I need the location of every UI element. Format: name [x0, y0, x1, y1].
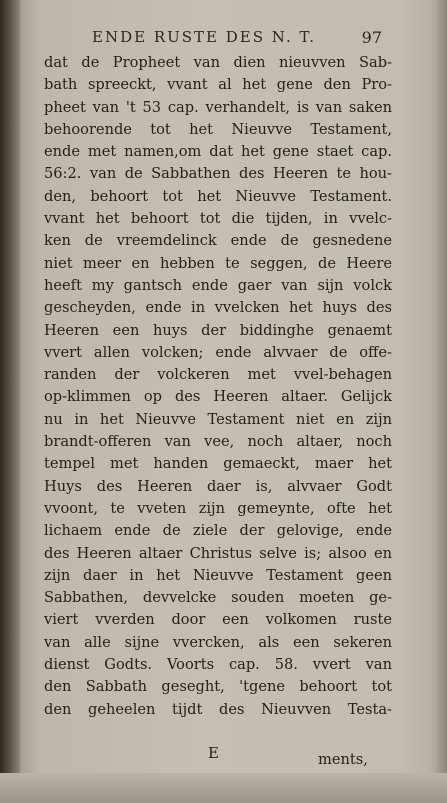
text-line: 56:2. van de Sabbathen des Heeren te hou-: [44, 165, 392, 183]
text-line: vvert allen volcken; ende alvvaer de offe-: [44, 343, 392, 361]
text-line: heeft my gantsch ende gaer van sijn volck: [44, 276, 392, 294]
text-line: zijn daer in het Nieuvve Testament geen: [44, 566, 392, 584]
text-line: Huys des Heeren daer is, alvvaer Godt: [44, 477, 392, 495]
text-line: vvant het behoort tot die tijden, in vvelc-: [44, 210, 392, 228]
text-line: des Heeren altaer Christus selve is; alsoo en: [44, 544, 392, 562]
text-line: ende met namen,om dat het gene staet cap.: [44, 143, 392, 161]
text-line: gescheyden, ende in vvelcken het huys des: [44, 299, 392, 317]
page-right-edge: [433, 0, 447, 803]
signature-mark: E: [208, 744, 219, 762]
text-line: brandt-offeren van vee, noch altaer, noch: [44, 433, 392, 451]
text-line: behoorende tot het Nieuvve Testament,: [44, 120, 392, 138]
text-line: nu in het Nieuvve Testament niet en zijn: [44, 410, 392, 428]
running-head: [92, 28, 382, 46]
text-line: pheet van 't 53 cap. verhandelt, is van saken: [44, 98, 392, 116]
text-line: den geheelen tijdt des Nieuvven Testa-: [44, 700, 392, 718]
text-line: bath spreeckt, vvant al het gene den Pro-: [44, 76, 392, 94]
text-line: tempel met handen gemaeckt, maer het: [44, 455, 392, 473]
catchword: ments,: [318, 751, 368, 768]
text-line: Sabbathen, devvelcke souden moeten ge-: [44, 589, 392, 607]
text-line: van alle sijne vvercken, als een sekeren: [44, 633, 392, 651]
body-text: [44, 52, 392, 721]
text-line: niet meer en hebben te seggen, de Heere: [44, 254, 392, 272]
book-gutter-shadow: [0, 0, 20, 803]
text-line: vvoont, te vveten zijn gemeynte, ofte het: [44, 499, 392, 517]
text-line: lichaem ende de ziele der gelovige, ende: [44, 522, 392, 540]
text-line: dat de Propheet van dien nieuvven Sab-: [44, 54, 392, 71]
text-line: viert vverden door een volkomen ruste: [44, 611, 392, 629]
page-bottom-edge: [0, 773, 447, 803]
running-head-title: ENDE RUSTE DES N. T.: [92, 28, 317, 46]
text-line: ken de vreemdelinck ende de gesnedene: [44, 232, 392, 250]
text-line: den Sabbath geseght, 'tgene behoort tot: [44, 678, 392, 696]
text-line: Heeren een huys der biddinghe genaemt: [44, 321, 392, 339]
page-number: 97: [361, 28, 382, 47]
text-line: den, behoort tot het Nieuvve Testament.: [44, 187, 392, 205]
text-line: op-klimmen op des Heeren altaer. Gelijck: [44, 388, 392, 406]
text-line: dienst Godts. Voorts cap. 58. vvert van: [44, 656, 392, 674]
text-line: randen der volckeren met vvel-behagen: [44, 366, 392, 384]
